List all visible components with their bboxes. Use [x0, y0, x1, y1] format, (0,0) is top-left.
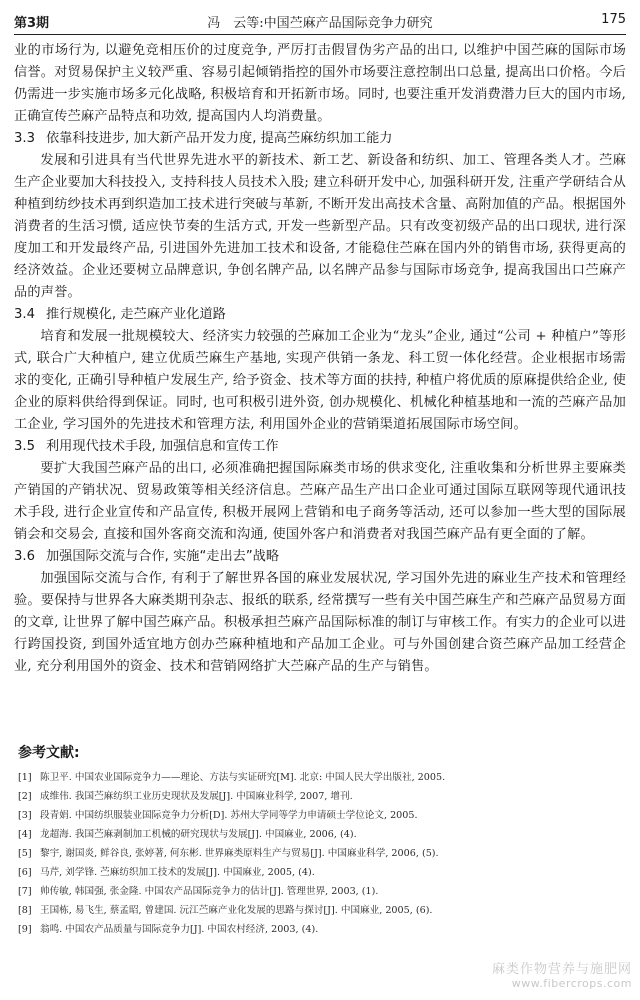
reference-text: 帅传敏, 韩国强, 张金隆. 中国农产品国际竞争力的估计[J]. 管理世界, 2003, (1).: [40, 886, 379, 897]
reference-text: 王国栋, 易飞生, 蔡孟昭, 曾建国. 沅江苎麻产业化发展的思路与探讨[J]. 中国麻业, 2005, (6).: [40, 905, 433, 916]
references-title: 参考文献:: [18, 745, 80, 761]
reference-item: [18, 882, 620, 901]
reference-item: [18, 806, 620, 825]
reference-text: 黎宇, 谢国炎, 鲜谷良, 张婷著, 何东彬. 世界麻类原料生产与贸易[J]. 中国麻业科学, 2006, (5).: [40, 848, 439, 859]
body-paragraph: 发展和引进具有当代世界先进水平的新技术、新工艺、新设备和纺织、加工、管理各类人才。苎麻生产企业要加大科技投入, 支持科技人员技术入股; 建立科研开发中心, 加强科研开发, 注重产学研结合从种植到纺纱技术再到织造加工技术进行突破与革新, 不断开发出高技术含量、高附加值的产品。根据国外消费者的生活习惯, 适应快节奏的生活方式, 开发一些新型产品。只有改变初级产品的出口现状, 进行深度加工和开发最终产品, 引进国外先进加工技术和设备, 才能稳住苎麻在国内外的销售市场, 获得更高的经济效益。企业还要树立品牌意识, 争创名牌产品, 以名牌产品参与国际市场竞争, 提高我国出口苎麻产品的声誉。: [14, 153, 626, 300]
reference-item: [18, 844, 620, 863]
reference-number: [2]: [18, 791, 32, 802]
section-number: 3.5: [14, 439, 35, 454]
reference-text: 段青娟. 中国纺织服装业国际竞争力分析[D]. 苏州大学同等学力申请硕士学位论文, 2005.: [40, 810, 418, 821]
reference-number: [3]: [18, 810, 32, 821]
site-watermark: [492, 958, 632, 990]
reference-item: [18, 863, 620, 882]
body-paragraph: 培育和发展一批规模较大、经济实力较强的苎麻加工企业为“龙头”企业, 通过“公司 + 种植户”等形式, 联合广大种植户, 建立优质苎麻生产基地, 实现产供销一条龙、科工贸一体化经营。企业根据市场需求的变化, 正确引导种植户发展生产, 给予资金、技术等方面的扶持, 种植户将优质的原麻提供给企业, 使企业的原料供给得到保证。同时, 也可积极引进外资, 创办规模化、机械化种植基地和一流的苎麻产品加工企业, 学习国外的先进技术和管理方法, 利用国外企业的营销渠道拓展国际市场空间。: [14, 329, 626, 432]
reference-text: 陈卫平. 中国农业国际竞争力——理论、方法与实证研究[M]. 北京: 中国人民大学出版社, 2005.: [40, 772, 446, 783]
section-title: 依靠科技进步, 加大新产品开发力度, 提高苎麻纺织加工能力: [46, 131, 393, 146]
watermark-site-name: 麻类作物营养与施肥网: [491, 962, 632, 977]
section-title: 推行规模化, 走苎麻产业化道路: [46, 307, 226, 322]
section-heading: [14, 128, 626, 150]
reference-text: 翁鸣. 中国农产品质量与国际竞争力[J]. 中国农村经济, 2003, (4).: [40, 924, 319, 935]
section-heading: [14, 304, 626, 326]
reference-item: [18, 920, 620, 939]
body-paragraph: 加强国际交流与合作, 有利于了解世界各国的麻业发展状况, 学习国外先进的麻业生产技术和管理经验。要保持与世界各大麻类期刊杂志、报纸的联系, 经常撰写一些有关中国苎麻生产和苎麻产品贸易方面的文章, 让世界了解中国苎麻产品。积极承担苎麻产品国际标准的制订与审核工作。有实力的企业可以进行跨国投资, 到国外适宜地方创办苎麻种植地和产品加工企业。可与外国创建合资苎麻产品加工经营企业, 充分利用国外的资金、技术和营销网络扩大苎麻产品的生产与销售。: [14, 571, 626, 674]
reference-text: 龙超海. 我国苎麻剥制加工机械的研究现状与发展[J]. 中国麻业, 2006, (4).: [40, 829, 357, 840]
section-title: 利用现代技术手段, 加强信息和宣传工作: [46, 439, 279, 454]
reference-text: 马芹, 刘学锋. 苎麻纺织加工技术的发展[J]. 中国麻业, 2005, (4).: [40, 867, 315, 878]
section-number: 3.3: [14, 131, 35, 146]
reference-number: [9]: [18, 924, 32, 935]
page-header: [14, 8, 626, 35]
reference-text: 成维伟. 我国苎麻纺织工业历史现状及发展[J]. 中国麻业科学, 2007, 增刊.: [40, 791, 353, 802]
reference-item: [18, 825, 620, 844]
reference-item: [18, 901, 620, 920]
section-heading: [14, 436, 626, 458]
reference-number: [6]: [18, 867, 32, 878]
issue-number: 第3期: [14, 16, 50, 31]
reference-item: [18, 768, 620, 787]
section-title: 加强国际交流与合作, 实施“走出去”战略: [46, 549, 280, 564]
section-heading: [14, 546, 626, 568]
body-paragraph: 要扩大我国苎麻产品的出口, 必须准确把握国际麻类市场的供求变化, 注重收集和分析世界主要麻类产销国的产销状况、贸易政策等相关经济信息。苎麻产品生产出口企业可通过国际互联网等现代通讯技术手段, 进行企业宣传和产品宣传, 积极开展网上营销和电子商务等活动, 还可以参加一些大型的国际展销会和交易会, 直接和国外客商交流和沟通, 使国外客户和消费者对我国苎麻产品有更全面的了解。: [14, 461, 626, 542]
body-paragraph: 业的市场行为, 以避免竞相压价的过度竞争, 严厉打击假冒伪劣产品的出口, 以维护中国苎麻的国际市场信誉。对贸易保护主义较严重、容易引起倾销指控的国外市场要注意控制出口总量, 提高出口价格。今后仍需进一步实施市场多元化战略, 积极培育和开拓新市场。同时, 也要注重开发消费潜力巨大的国内市场, 正确宣传苎麻产品特点和功效, 提高国内人均消费量。: [14, 43, 626, 124]
watermark-url: www.fibercrops.com: [511, 977, 632, 990]
article-body: [14, 40, 626, 678]
reference-number: [8]: [18, 905, 32, 916]
section-number: 3.6: [14, 549, 35, 564]
reference-number: [1]: [18, 772, 32, 783]
reference-number: [4]: [18, 829, 32, 840]
reference-number: [7]: [18, 886, 32, 897]
running-title: 冯 云等:中国苎麻产品国际竞争力研究: [207, 16, 433, 31]
references-list: [18, 768, 620, 939]
reference-number: [5]: [18, 848, 32, 859]
page-number: 175: [601, 12, 626, 27]
section-number: 3.4: [14, 307, 35, 322]
reference-item: [18, 787, 620, 806]
